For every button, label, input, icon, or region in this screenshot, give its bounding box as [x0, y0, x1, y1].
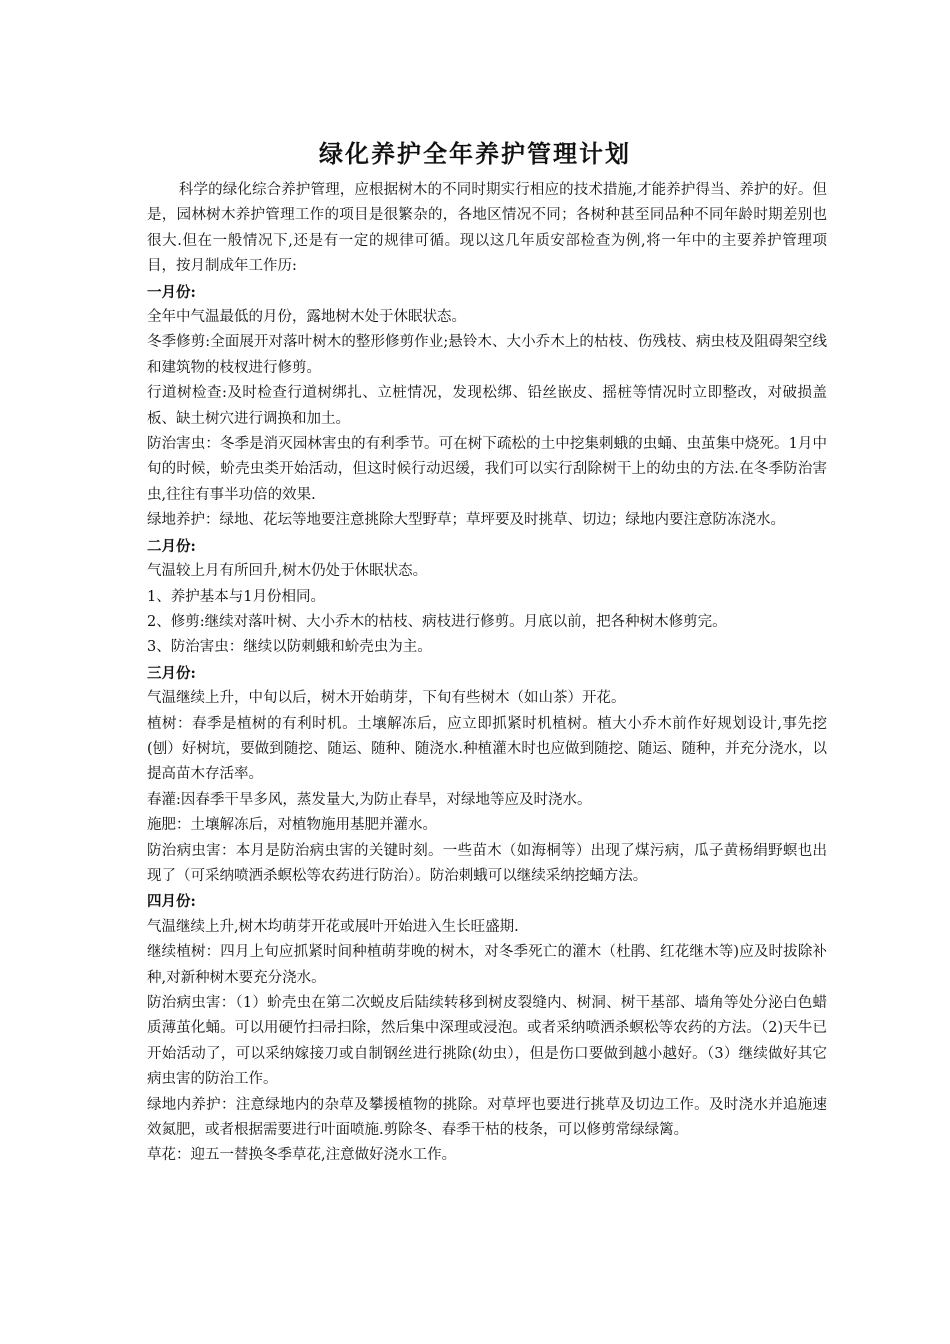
- section-paragraph: 气温继续上升,树木均萌芽开花或展叶开始进入生长旺盛期.: [147, 918, 519, 935]
- document-body: [147, 178, 827, 1169]
- section-paragraph: 气温继续上升，中旬以后，树木开始萌芽，下旬有些树木（如山茶）开花。: [147, 690, 626, 707]
- section-paragraph: 防治病虫害：本月是防治病虫害的关键时刻。一些苗木（如海桐等）出现了煤污病，瓜子黄杨绢野螟也出现了（可采纳喷洒杀螟松等农药进行防治）。防治刺蛾可以继续采纳挖蛹方法。: [147, 842, 827, 884]
- section-paragraph: 1、养护基本与1月份相同。: [147, 588, 325, 605]
- section-paragraph: 春灌:因春季干旱多风，蒸发量大,为防止春旱，对绿地等应及时浇水。: [147, 791, 592, 808]
- section-heading: 三月份:: [147, 664, 196, 682]
- section-paragraph: 绿地内养护：注意绿地内的杂草及攀援植物的挑除。对草坪也要进行挑草及切边工作。及时浇水并追施速效氮肥，或者根据需要进行叶面喷施.剪除冬、春季干枯的枝条，可以修剪常绿绿篱。: [147, 1096, 827, 1139]
- page-title: 绿化养护全年养护管理计划: [319, 139, 631, 168]
- section-paragraph: 全年中气温最低的月份，露地树木处于休眠状态。: [147, 309, 466, 326]
- section-paragraph: 行道树检查:及时检查行道树绑扎、立桩情况，发现松绑、铅丝嵌皮、摇桩等情况时立即整改，对破损盖板、缺土树穴进行调换和加土。: [147, 385, 827, 427]
- intro-paragraph: 科学的绿化综合养护管理，应根据树木的不同时期实行相应的技术措施,才能养护得当、养护的好。但是，园林树木养护管理工作的项目是很繁杂的，各地区情况不同；各树种甚至同品种不同年龄时期差别也很大.但在一般情况下,还是有一定的规律可循。现以这几年质安部检查为例,将一年中的主要养护管理项目，按月制成年工作历:: [147, 182, 827, 275]
- section-paragraph: 气温较上月有所回升,树木仍处于休眠状态。: [147, 563, 428, 580]
- section-paragraph: 施肥：土壤解冻后，对植物施用基肥并灌水。: [147, 817, 437, 834]
- section-paragraph: 防治害虫：冬季是消灭园林害虫的有利季节。可在树下疏松的土中挖集刺蛾的虫蛹、虫茧集中烧死。1月中旬的时候，蚧壳虫类开始活动，但这时候行动迟缓，我们可以实行刮除树干上的幼虫的方法.在冬季防治害虫,往往有事半功倍的效果.: [147, 436, 827, 503]
- section-heading: 一月份:: [147, 283, 196, 301]
- section-paragraph: 继续植树：四月上旬应抓紧时间种植萌芽晚的树木，对冬季死亡的灌木（杜鹃、红花继木等)应及时拔除补种,对新种树木要充分浇水。: [147, 944, 827, 986]
- section-heading: 二月份:: [147, 537, 196, 555]
- section-paragraph: 冬季修剪:全面展开对落叶树木的整形修剪作业;悬铃木、大小乔木上的枯枝、伤残枝、病虫枝及阻碍架空线和建筑物的枝杈进行修剪。: [147, 334, 827, 376]
- section-paragraph: 2、修剪:继续对落叶树、大小乔木的枯枝、病枝进行修剪。月底以前，把各种树木修剪完。: [147, 613, 727, 630]
- section-paragraph: 防治病虫害：（1）蚧壳虫在第二次蜕皮后陆续转移到树皮裂缝内、树洞、树干基部、墙角等处分泌白色蜡质薄茧化蛹。可以用硬竹扫帚扫除，然后集中深理或浸泡。或者采纳喷洒杀螟松等农药的方法。（2)天牛已开始活动了，可以采纳嫁接刀或自制钢丝进行挑除(幼虫），但是伤口要做到越小越好。（3）继续做好其它病虫害的防治工作。: [147, 995, 827, 1088]
- section-paragraph: 3、防治害虫：继续以防刺蛾和蚧壳虫为主。: [147, 639, 432, 656]
- section-paragraph: 草花：迎五一替换冬季草花,注意做好浇水工作。: [147, 1147, 457, 1164]
- section-paragraph: 绿地养护：绿地、花坛等地要注意挑除大型野草；草坪要及时挑草、切边；绿地内要注意防冻浇水。: [147, 512, 785, 529]
- section-heading: 四月份:: [147, 893, 196, 911]
- section-paragraph: 植树：春季是植树的有利时机。土壤解冻后，应立即抓紧时机植树。植大小乔木前作好规划设计,事先挖(刨）好树坑，要做到随挖、随运、随种、随浇水.种植灌木时也应做到随挖、随运、随种，并充分浇水，以提高苗木存活率。: [147, 715, 827, 783]
